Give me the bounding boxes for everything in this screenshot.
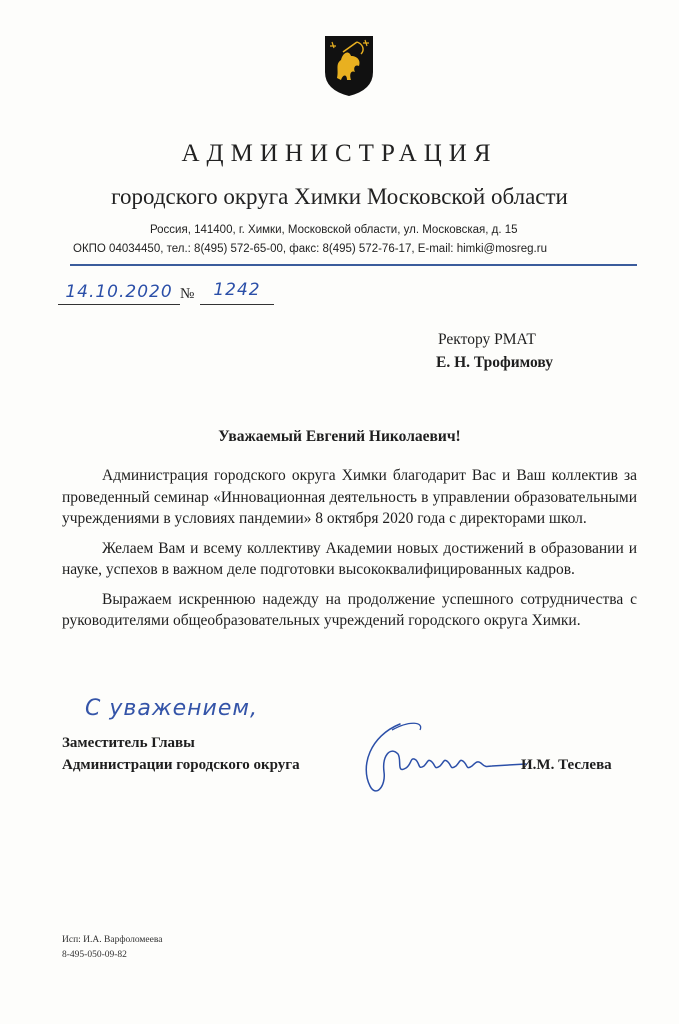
paragraph: Желаем Вам и всему коллективу Академии новых достижений в образовании и науке, успехов в важном деле подготовки высококвалифицированных кадров. [62,539,637,578]
signatory-name: И.М. Теслева [521,757,612,773]
greeting: Уважаемый Евгений Николаевич! [218,428,461,445]
signatory-title-line2: Администрации городского округа [62,757,300,773]
paragraph: Выражаем искреннюю надежду на продолжение успешного сотрудничества с руководителями общеобразовательных учреждений городского округа Химки. [62,590,637,629]
date-underline [58,304,180,305]
letter-body [62,465,637,640]
paragraph: Администрация городского округа Химки благодарит Вас и Ваш коллектив за проведенный семинар «Инновационная деятельность в управлении образовательными учреждениями в условиях пандемии» 8 октября 2020 года с директорами школ. [62,467,637,527]
number-underline [200,304,274,305]
handwritten-signature [340,716,530,806]
organization-subtitle: городского округа Химки Московской области [111,184,568,209]
executor-phone: 8-495-050-09-82 [62,950,127,960]
organization-title: АДМИНИСТРАЦИЯ [181,140,498,167]
coat-of-arms-icon [323,34,375,98]
number-label: № [180,286,195,302]
addressee-name: Е. Н. Трофимову [436,354,553,371]
handwritten-closing: С уважением, [85,696,258,721]
registration-number: 1242 [213,280,261,300]
registration-date: 14.10.2020 [65,282,173,302]
contacts-line: ОКПО 04034450, тел.: 8(495) 572-65-00, факс: 8(495) 572-76-17, E-mail: himki@mosreg.ru [73,243,547,255]
addressee-position: Ректору РМАТ [438,331,536,348]
header-divider [70,264,637,266]
executor-name: Исп: И.А. Варфоломеева [62,935,163,945]
signatory-title-line1: Заместитель Главы [62,735,195,751]
address-line: Россия, 141400, г. Химки, Московской области, ул. Московская, д. 15 [150,224,518,236]
